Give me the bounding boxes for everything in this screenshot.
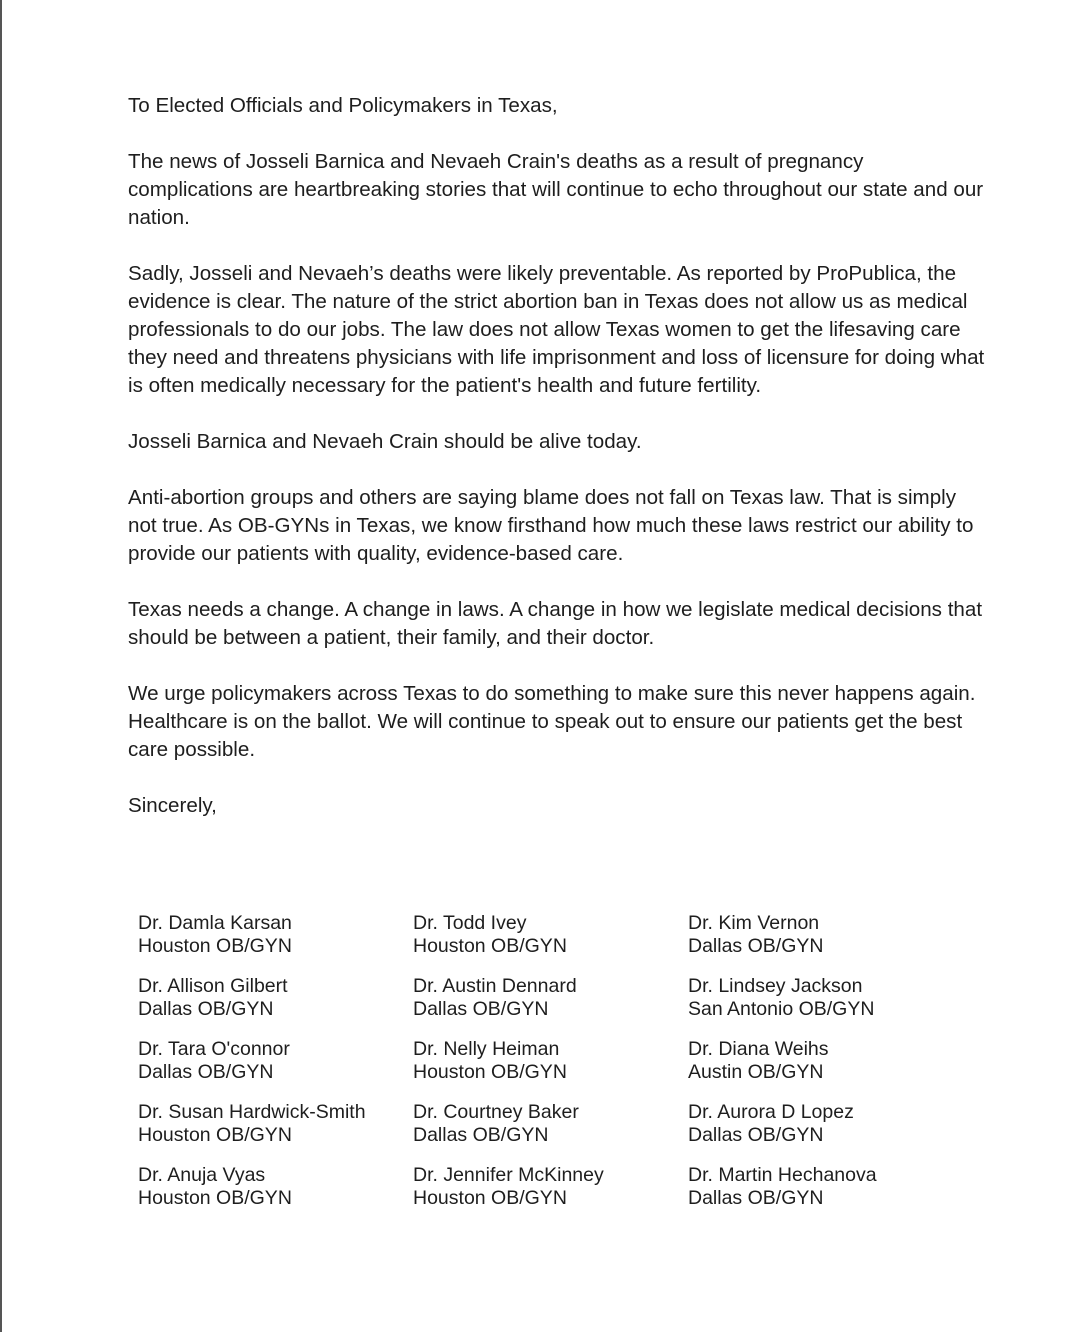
signatory-affiliation: Houston OB/GYN <box>413 1061 567 1083</box>
signatory-name: Dr. Diana Weihs <box>688 1038 829 1060</box>
signature-block <box>688 1164 963 1227</box>
letter-paragraph: Texas needs a change. A change in laws. A change in how we legislate medical decisions that should be between a patient, their family, and their doctor. <box>128 598 983 649</box>
letter-paragraph: Sadly, Josseli and Nevaeh’s deaths were likely preventable. As reported by ProPublica, the evidence is clear. The nature of the strict abortion ban in Texas does not allow us as medical professionals to do our jobs. The law does not allow Texas women to get the lifesaving care they need and threatens physicians with life imprisonment and loss of licensure for doing what is often medically necessary for the patient's health and future fertility. <box>128 262 985 397</box>
signature-grid <box>138 912 968 1227</box>
signatory-name: Dr. Susan Hardwick-Smith <box>138 1101 366 1123</box>
signatory-name: Dr. Lindsey Jackson <box>688 975 863 997</box>
signature-block <box>413 1164 688 1227</box>
signatory-affiliation: Dallas OB/GYN <box>413 998 549 1020</box>
letter-closing: Sincerely, <box>128 794 217 817</box>
signatory-affiliation: Houston OB/GYN <box>413 935 567 957</box>
signatory-name: Dr. Damla Karsan <box>138 912 292 934</box>
signatory-affiliation: Dallas OB/GYN <box>688 1187 824 1209</box>
signatory-name: Dr. Anuja Vyas <box>138 1164 266 1186</box>
signatory-affiliation: Dallas OB/GYN <box>138 1061 274 1083</box>
letter-paragraph: We urge policymakers across Texas to do something to make sure this never happens again. Healthcare is on the ballot. We will continue to speak out to ensure our patients get the best care possible. <box>128 682 976 761</box>
signatory-affiliation: Houston OB/GYN <box>138 1187 292 1209</box>
signature-block <box>413 1038 688 1101</box>
signatory-affiliation: Houston OB/GYN <box>138 935 292 957</box>
signature-block <box>138 1101 413 1164</box>
letter-salutation: To Elected Officials and Policymakers in Texas, <box>128 94 558 117</box>
signatory-affiliation: Houston OB/GYN <box>413 1187 567 1209</box>
signatory-affiliation: Austin OB/GYN <box>688 1061 824 1083</box>
letter-paragraph: Anti-abortion groups and others are saying blame does not fall on Texas law. That is simply not true. As OB-GYNs in Texas, we know firsthand how much these laws restrict our ability to provide our patients with quality, evidence-based care. <box>128 486 974 565</box>
signatures-section <box>138 912 968 1227</box>
signatory-affiliation: Dallas OB/GYN <box>688 1124 824 1146</box>
signatory-name: Dr. Todd Ivey <box>413 912 527 934</box>
signatory-name: Dr. Nelly Heiman <box>413 1038 560 1060</box>
signatory-name: Dr. Martin Hechanova <box>688 1164 877 1186</box>
letter-body <box>128 92 988 848</box>
signatory-name: Dr. Kim Vernon <box>688 912 820 934</box>
signature-block <box>688 912 963 975</box>
signature-block <box>413 912 688 975</box>
signature-block <box>413 1101 688 1164</box>
signature-block <box>413 975 688 1038</box>
signatory-affiliation: Dallas OB/GYN <box>413 1124 549 1146</box>
signature-block <box>688 975 963 1038</box>
signatory-name: Dr. Aurora D Lopez <box>688 1101 854 1123</box>
letter-paragraph: The news of Josseli Barnica and Nevaeh Crain's deaths as a result of pregnancy complications are heartbreaking stories that will continue to echo throughout our state and our nation. <box>128 150 984 229</box>
signatory-name: Dr. Jennifer McKinney <box>413 1164 604 1186</box>
signatory-affiliation: Dallas OB/GYN <box>688 935 824 957</box>
signatory-affiliation: Dallas OB/GYN <box>138 998 274 1020</box>
signature-block <box>138 912 413 975</box>
signature-block <box>138 975 413 1038</box>
signatory-name: Dr. Courtney Baker <box>413 1101 579 1123</box>
letter-paragraph: Josseli Barnica and Nevaeh Crain should be alive today. <box>128 430 642 453</box>
signature-block <box>688 1038 963 1101</box>
page-edge-line <box>0 0 2 1332</box>
signature-block <box>138 1164 413 1227</box>
signatory-name: Dr. Austin Dennard <box>413 975 577 997</box>
signatory-name: Dr. Tara O'connor <box>138 1038 290 1060</box>
signatory-affiliation: San Antonio OB/GYN <box>688 998 875 1020</box>
signatory-name: Dr. Allison Gilbert <box>138 975 288 997</box>
signature-block <box>688 1101 963 1164</box>
signature-block <box>138 1038 413 1101</box>
signatory-affiliation: Houston OB/GYN <box>138 1124 292 1146</box>
